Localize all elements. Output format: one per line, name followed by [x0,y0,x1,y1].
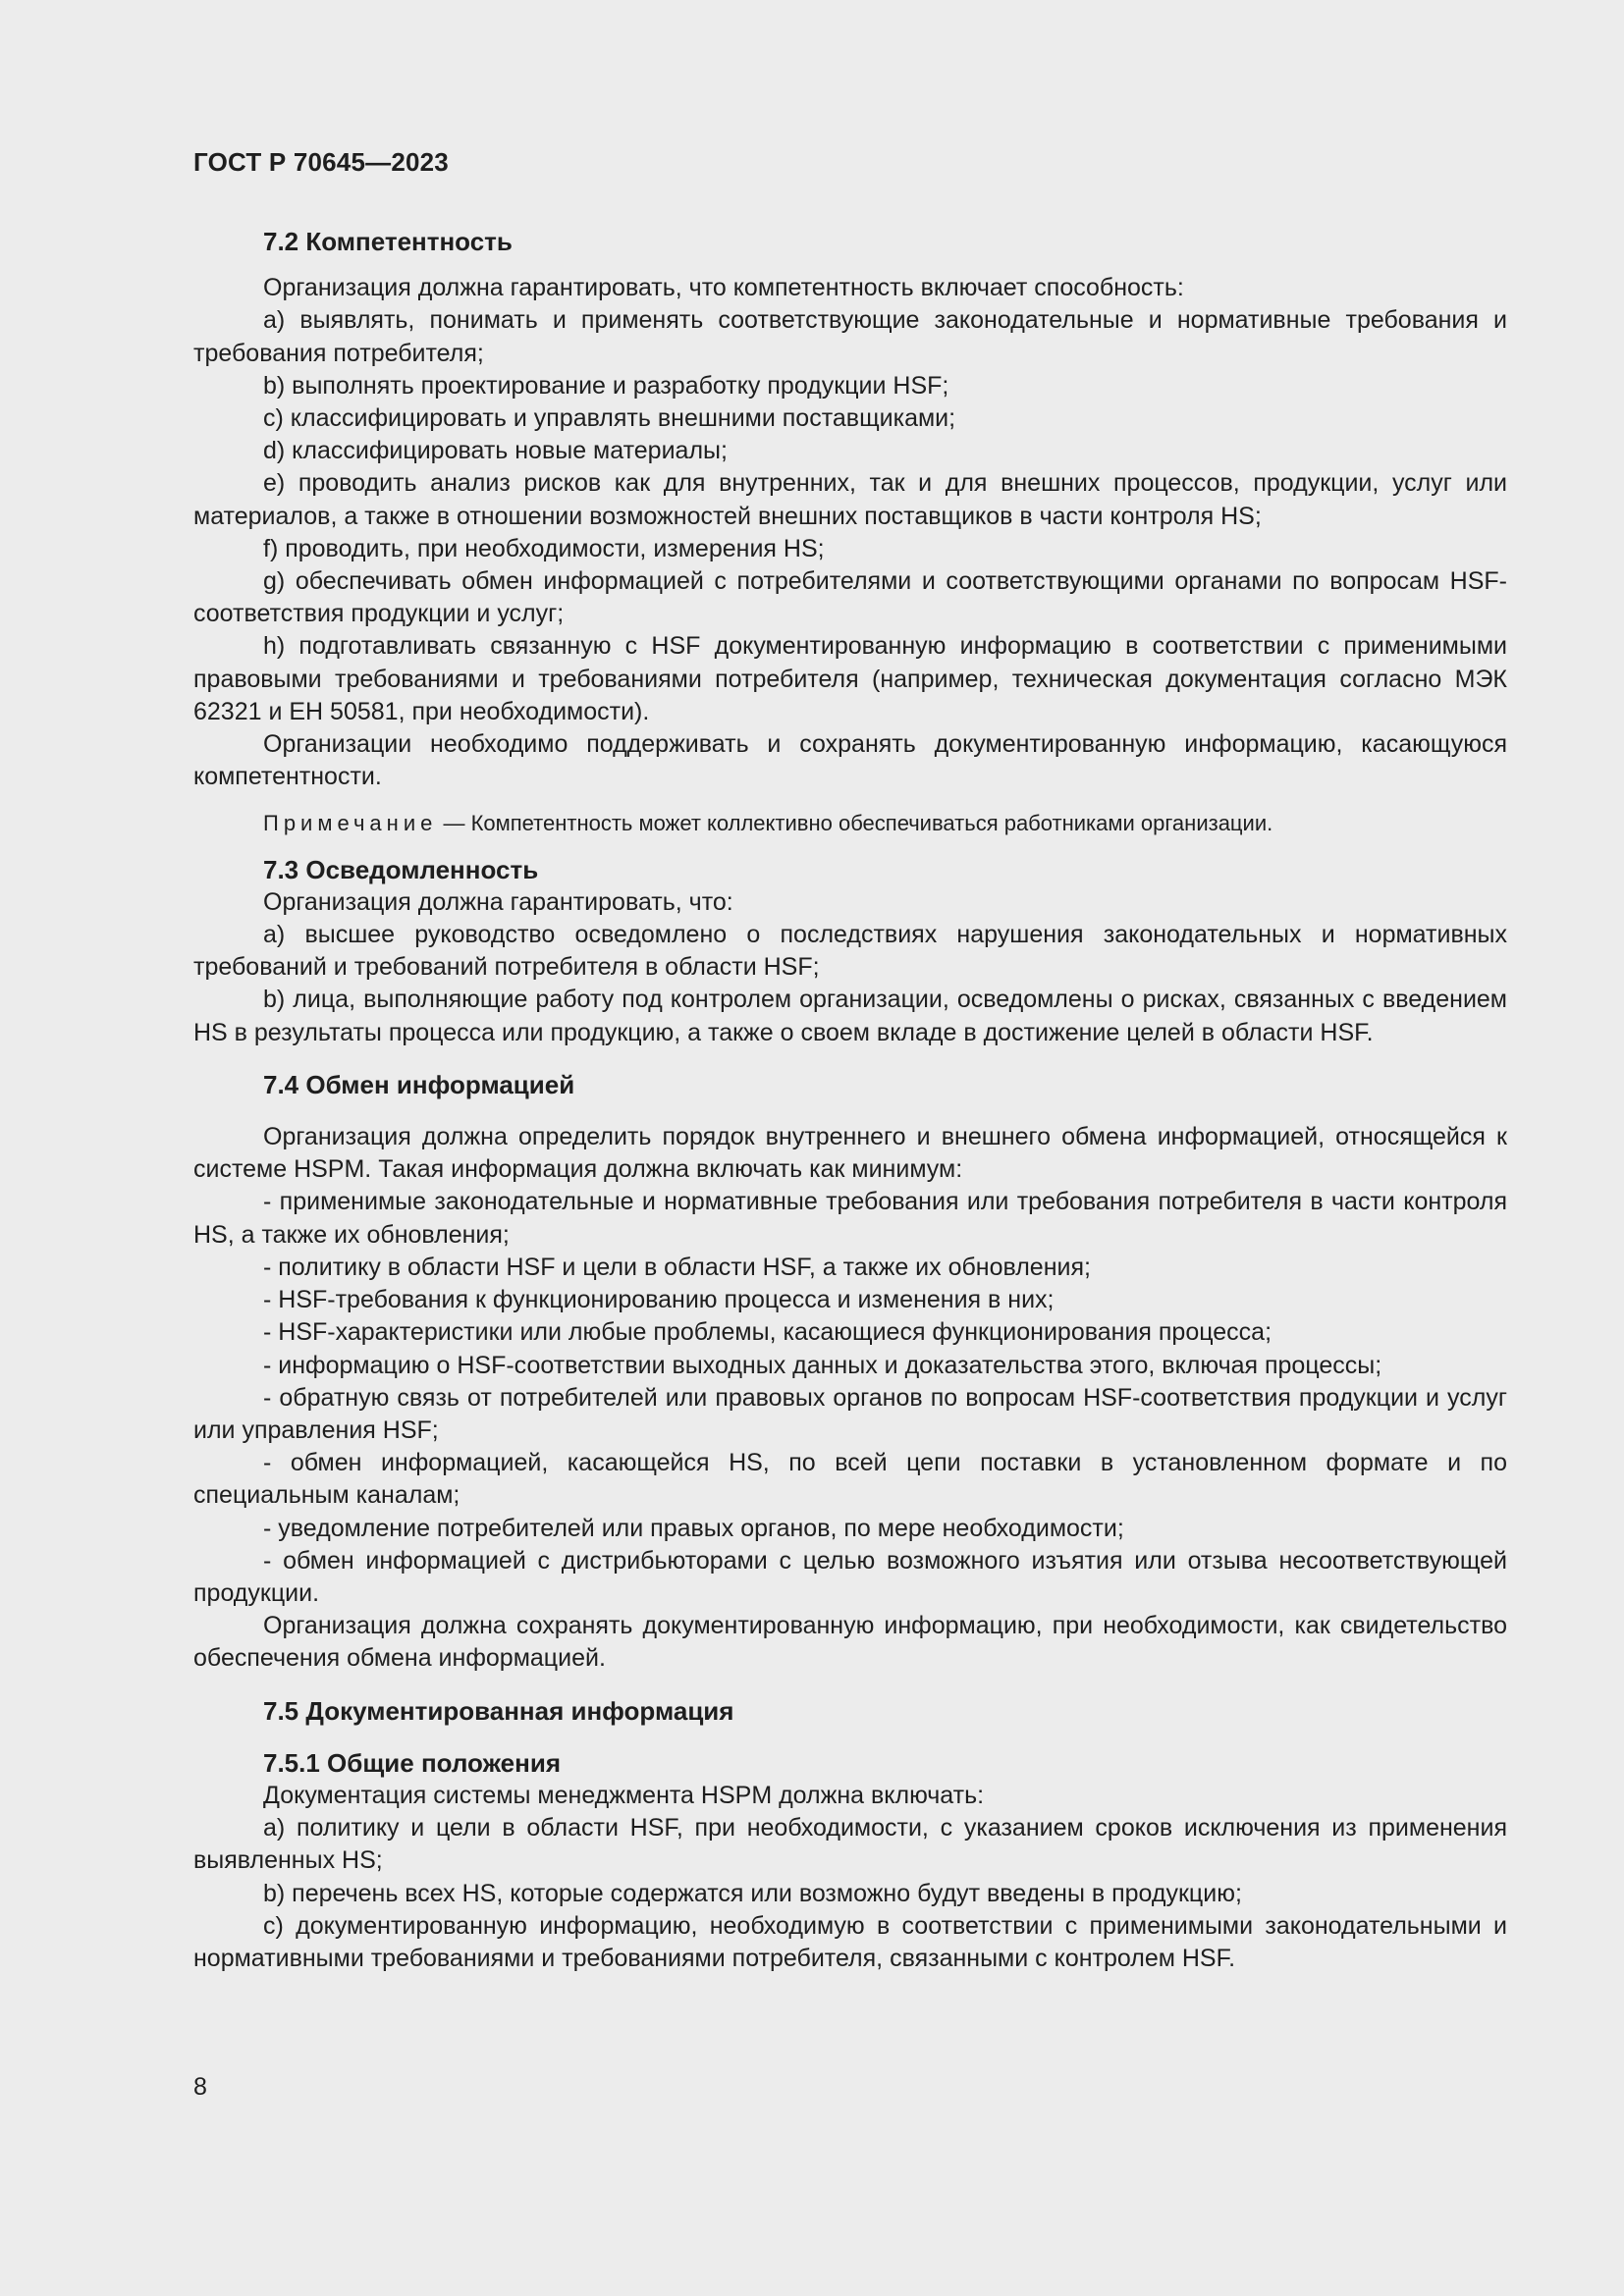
list-item: - обмен информацией с дистрибьюторами с целью возможного изъятия или отзыва несоответствующей продукции. [193,1546,1507,1607]
list-item: e) проводить анализ рисков как для внутренних, так и для внешних процессов, продукции, услуг или материалов, а также в отношении возможностей внешних поставщиков в части контроля HS; [193,469,1507,530]
section-7-3-heading: 7.3 Осведомленность [263,854,539,884]
list-item: b) выполнять проектирование и разработку продукции HSF; [263,371,949,400]
list-item: - применимые законодательные и нормативные требования или требования потребителя в части контроля HS, а также их обновления; [193,1188,1507,1249]
list-item: d) классифицировать новые материалы; [263,437,728,465]
document-id-header: ГОСТ Р 70645—2023 [193,147,449,177]
list-item: h) подготавливать связанную с HSF документированную информацию в соответствии с применимыми правовыми требованиями и требованиями потребителя (например, техническая документация согласно МЭК 62321 и ЕН 50581, при необходимости). [193,632,1507,725]
list-item: - обратную связь от потребителей или правовых органов по вопросам HSF-соответствия продукции и услуг или управления HSF; [193,1383,1507,1444]
list-item: - уведомление потребителей или правых органов, по мере необходимости; [263,1514,1124,1542]
list-item: - обмен информацией, касающейся HS, по всей цепи поставки в установленном формате и по специальным каналам; [193,1449,1507,1510]
page-content [193,226,1507,1975]
section-7-2-closing: Организации необходимо поддерживать и сохранять документированную информацию, касающуюся компетентности. [193,730,1507,791]
list-item: c) классифицировать и управлять внешними поставщиками; [263,404,956,433]
section-7-4-closing: Организация должна сохранять документированную информацию, при необходимости, как свидетельство обеспечения обмена информацией. [193,1612,1507,1673]
list-item: b) перечень всех HS, которые содержатся или возможно будут введены в продукцию; [263,1879,1242,1907]
section-7-4-heading: 7.4 Обмен информацией [263,1069,575,1099]
note-text: — Компетентность может коллективно обеспечиваться работниками организации. [437,811,1273,836]
section-7-3-intro: Организация должна гарантировать, что: [263,887,733,916]
list-item: a) политику и цели в области HSF, при необходимости, с указанием сроков исключения из применения выявленных HS; [193,1814,1507,1875]
list-item: - HSF-требования к функционированию процесса и изменения в них; [263,1286,1055,1314]
list-item: - политику в области HSF и цели в области HSF, а также их обновления; [263,1253,1091,1281]
list-item: f) проводить, при необходимости, измерения HS; [263,534,825,562]
note [193,807,1507,839]
list-item: - информацию о HSF-соответствии выходных данных и доказательства этого, включая процессы; [263,1351,1382,1379]
list-item: c) документированную информацию, необходимую в соответствии с применимыми законодательными и нормативными требованиями и требованиями потребителя, связанными с контролем HSF. [193,1911,1507,1972]
page-number: 8 [193,2073,207,2101]
list-item: a) выявлять, понимать и применять соответствующие законодательные и нормативные требования и требования потребителя; [193,306,1507,367]
list-item: g) обеспечивать обмен информацией с потребителями и соответствующими органами по вопросам HSF-соответствия продукции и услуг; [193,567,1507,628]
list-item: - HSF-характеристики или любые проблемы, касающиеся функционирования процесса; [263,1318,1272,1347]
list-item: b) лица, выполняющие работу под контролем организации, осведомлены о рисках, связанных с введением HS в результаты процесса или продукцию, а также о своем вкладе в достижение целей в области HSF. [193,986,1507,1046]
note-label: Примечание [263,811,438,836]
section-7-5-heading: 7.5 Документированная информация [263,1695,734,1726]
list-item: a) высшее руководство осведомлено о последствиях нарушения законодательных и нормативных требований и требований потребителя в области HSF; [193,921,1507,982]
section-7-2-intro: Организация должна гарантировать, что компетентность включает способность: [263,274,1184,302]
section-7-5-1-intro: Документация системы менеджмента HSPM должна включать: [263,1781,985,1809]
section-7-2-heading: 7.2 Компетентность [263,227,513,256]
section-7-4-intro: Организация должна определить порядок внутреннего и внешнего обмена информацией, относящейся к системе HSPM. Такая информация должна включать как минимум: [193,1123,1507,1184]
section-7-5-1-heading: 7.5.1 Общие положения [263,1747,561,1778]
